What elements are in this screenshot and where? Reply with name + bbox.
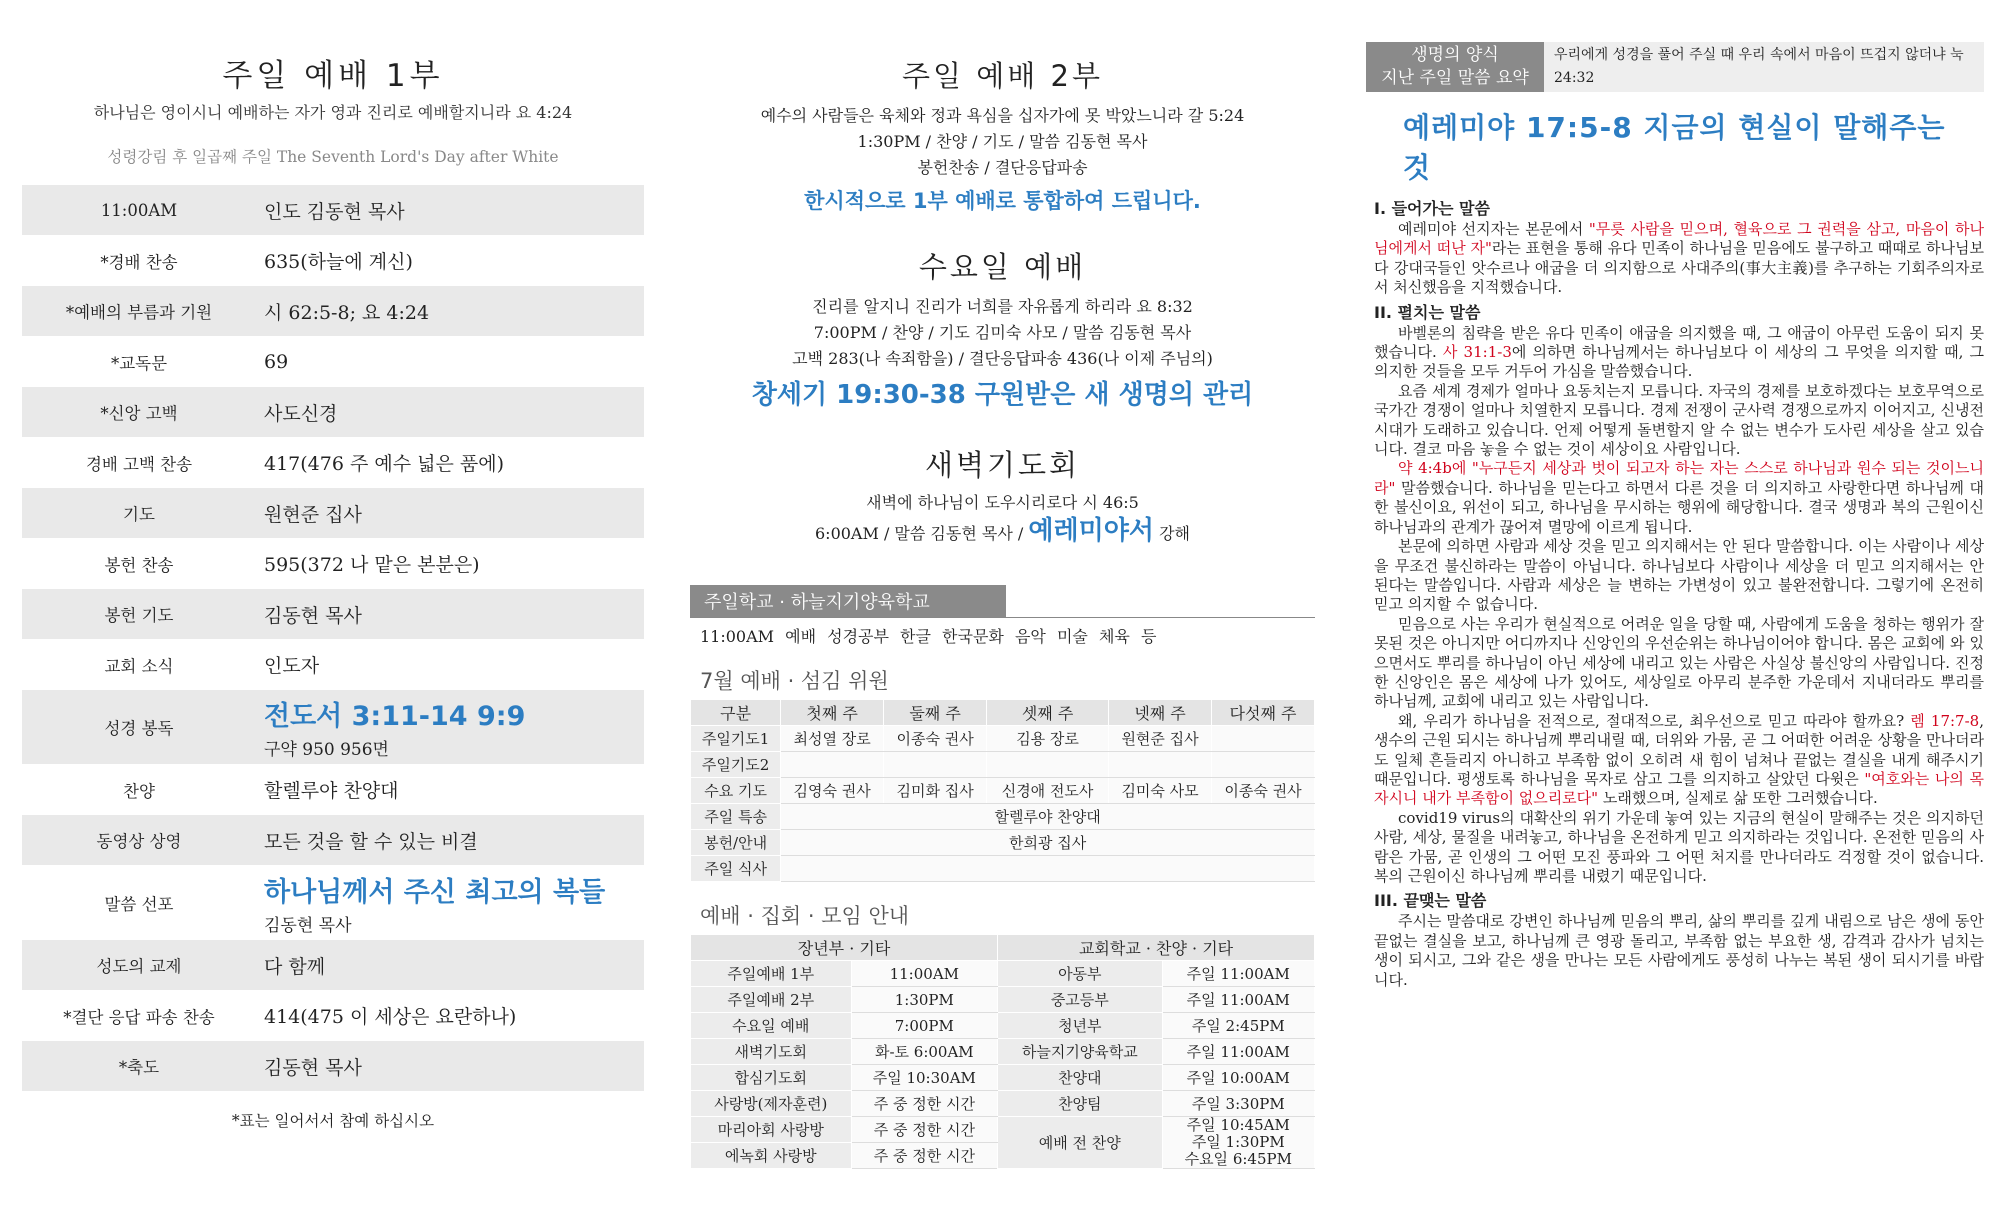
worship2-verse: 예수의 사람들은 육체와 정과 욕심을 십자가에 못 박았느니라 갈 5:24: [760, 106, 1245, 125]
meeting-time: 수요일 6:45PM: [1184, 1150, 1292, 1168]
meeting-times-stack: [1162, 1117, 1314, 1169]
meeting-name: 주일예배 1부: [691, 961, 852, 987]
sermon-paragraph: [1366, 459, 1984, 537]
order-value-sub: 김동현 목사: [264, 915, 352, 936]
order-label: 기도: [123, 505, 155, 524]
order-label: 말씀 선포: [104, 894, 174, 914]
sermon-title: 예레미야 17:5-8 지금의 현실이 말해주는 것: [1403, 111, 1946, 184]
order-value: 사도신경: [264, 402, 338, 425]
duty-row-label: 수요 기도: [691, 778, 781, 804]
order-label: *결단 응답 파송 찬송: [63, 1007, 215, 1027]
text-run: 말씀했습니다. 하나님을 믿는다고 하면서 다른 것을 더 의지하고 사랑한다면 하나님께 대한 불신이요, 위선이 되고, 하나님을 무시하는 행위에 해당합니다. 결국 생명과 복의 근원이신 하나님과의 관계가 끊어져 멸망에 이르게 됩니다.: [1374, 478, 1984, 536]
order-value: [256, 870, 644, 936]
order-value: 69: [264, 350, 289, 373]
meeting-name: 주일예배 2부: [691, 987, 852, 1013]
sermon-paragraph: [1366, 324, 1984, 382]
duty-cell: [1109, 752, 1212, 778]
sermon-paragraph: [1366, 220, 1984, 298]
meeting-time: 주 중 정한 시간: [851, 1117, 998, 1143]
order-value: 김동현 목사: [264, 604, 362, 627]
wednesday-title: 수요일 예배: [918, 250, 1087, 284]
wednesday-verse: 진리를 알지니 진리가 너희를 자유롭게 하리라 요 8:32: [812, 297, 1193, 316]
text-run: 에 의하면 하나님께서는 하나님보다 이 세상의 그 무엇을 의지할 때, 그 의지한 것들을 모두 거두어 가심을 말씀했습니다.: [1374, 343, 1985, 381]
meetings-title: 예배 · 집회 · 모임 안내: [700, 904, 910, 928]
meeting-time: 주일 2:45PM: [1162, 1013, 1314, 1039]
meeting-time: 주일 11:00AM: [1162, 987, 1314, 1013]
meeting-name: 새벽기도회: [691, 1039, 852, 1065]
sermon-heading-1: I. 들어가는 말씀: [1374, 199, 1490, 218]
order-row: [22, 236, 644, 286]
duty-cell: 원현준 집사: [1109, 726, 1212, 752]
duty-row: [691, 830, 1315, 856]
order-value: 인도 김동현 목사: [264, 200, 405, 223]
duty-cell: 이종숙 권사: [884, 726, 987, 752]
worship-info-column: [690, 54, 1315, 1169]
sermon-label-box: [1366, 42, 1544, 92]
sermon-label-line1: 생명의 양식: [1411, 45, 1499, 65]
order-label: 찬양: [123, 781, 155, 801]
sermon-paragraph: 본문에 의하면 사람과 세상 것을 믿고 의지해서는 안 된다 말씀합니다. 이는 사람이나 세상을 무조건 불신하라는 말씀이 아닙니다. 하나님보다 사람이나 세상을 더 믿고 의지해서는 안 된다는 말씀입니다. 사람과 세상은 늘 변하는 가변성이 있고 불완전합니다. 그렇기에 온전히 믿고 의지할 수 없습니다.: [1374, 537, 1984, 614]
order-row: [22, 991, 644, 1041]
duty-cell: 김영숙 권사: [781, 778, 884, 804]
order-row: [22, 438, 644, 488]
order-value-highlight: 하나님께서 주신 최고의 복들: [264, 876, 606, 908]
order-row: [22, 286, 644, 336]
worship2-line1: 1:30PM / 찬양 / 기도 / 말씀 김동현 목사: [857, 132, 1148, 151]
order-label: 11:00AM: [100, 200, 178, 220]
meeting-name: 아동부: [998, 961, 1162, 987]
sermon-paragraph: 주시는 말씀대로 강변인 하나님께 믿음의 뿌리, 삶의 뿌리를 깊게 내림으로 남은 생에 동안 끝없는 결실을 보고, 하나님께 큰 영광 돌리고, 부족함 없는 부요한 생, 감격과 감사가 넘치는 생이 되시고, 그와 같은 생을 만나는 모든 사람에게도 풍성히 나누는 복된 생이 되시기를 바랍니다.: [1374, 912, 1984, 989]
duty-cell: [884, 752, 987, 778]
meeting-name: 사랑방(제자훈련): [691, 1091, 852, 1117]
duty-cell: [1212, 752, 1315, 778]
order-value: [256, 694, 644, 760]
meetings-row: [691, 1091, 1315, 1117]
meeting-time: 11:00AM: [851, 961, 998, 987]
order-value-sub: 구약 950 956면: [264, 740, 389, 760]
order-row: [22, 539, 644, 589]
meeting-time: 주일 3:30PM: [1162, 1091, 1314, 1117]
order-row: [22, 337, 644, 387]
duty-cell: 김용 장로: [987, 726, 1109, 752]
order-value: 할렐루야 찬양대: [264, 780, 399, 802]
meeting-time: 주일 1:30PM: [1191, 1133, 1285, 1151]
duty-header-row: [691, 700, 1315, 726]
worship2-title: 주일 예배 2부: [902, 59, 1103, 93]
school-section: [690, 585, 1315, 647]
meeting-time: 주일 11:00AM: [1162, 1039, 1314, 1065]
meetings-row: [691, 1065, 1315, 1091]
order-value: 635(하늘에 계신): [264, 251, 413, 273]
meeting-name: 합심기도회: [691, 1065, 852, 1091]
duty-cell: 김미화 집사: [884, 778, 987, 804]
meeting-name: 하늘지기양육학교: [998, 1039, 1162, 1065]
duty-title: 7월 예배 · 섬김 위원: [700, 669, 889, 693]
duty-cell: [781, 752, 884, 778]
wednesday-sermon: 창세기 19:30-38 구원받은 새 생명의 관리: [751, 380, 1254, 410]
sermon-reference: 우리에게 성경을 풀어 주실 때 우리 속에서 마음이 뜨겁지 않더냐 눅 24:32: [1544, 42, 1984, 92]
meetings-head-left: 장년부 · 기타: [691, 935, 998, 961]
order-row: [22, 765, 644, 815]
duty-cell: 최성열 장로: [781, 726, 884, 752]
worship1-season: 성령강림 후 일곱째 주일 The Seventh Lord's Day after White: [107, 148, 559, 166]
wednesday-line1: 7:00PM / 찬양 / 기도 김미숙 사모 / 말씀 김동현 목사: [813, 323, 1192, 342]
meeting-name: 에녹회 사랑방: [691, 1143, 852, 1169]
order-label: 봉헌 기도: [104, 606, 174, 625]
meeting-name: 찬양대: [998, 1065, 1162, 1091]
order-row: [22, 488, 644, 538]
order-value: 다 함께: [264, 955, 326, 978]
duty-row: [691, 752, 1315, 778]
order-label: 경배 고백 찬송: [85, 454, 193, 474]
order-row: [22, 640, 644, 690]
meeting-time: 화-토 6:00AM: [851, 1039, 998, 1065]
meetings-header-row: [691, 935, 1315, 961]
dawn-line-suffix: 강해: [1159, 524, 1190, 543]
meeting-name: 청년부: [998, 1013, 1162, 1039]
order-of-worship: [22, 185, 644, 1091]
meetings-row: [691, 1117, 1315, 1143]
order-value: 595(372 나 맡은 본분은): [264, 554, 480, 576]
duty-cell: 김미숙 사모: [1109, 778, 1212, 804]
order-label: *축도: [118, 1058, 160, 1077]
meeting-time: 7:00PM: [851, 1013, 998, 1039]
text-run: , 생수의 근원 되시는 하나님께 뿌리내릴 때, 더위와 가뭄, 곧 그 어떠한 어려운 상황을 만나더라도 일체 흔들리지 아니하고 부족함 없이 오히려 새 힘이 넘쳐나 끝없는 결실을 내게 해주시기 때문입니다. 평생토록 하나님을 목자로 삼고 그를 의지하고 살았던 다윗은: [1374, 711, 1984, 788]
duty-header-cell: 넷째 주: [1109, 700, 1212, 726]
order-label: *경배 찬송: [100, 252, 178, 272]
order-row: [22, 387, 644, 437]
dawn-line-prefix: 6:00AM / 말씀 김동현 목사 /: [815, 524, 1024, 543]
order-value: 김동현 목사: [264, 1056, 362, 1079]
duty-row: [691, 856, 1315, 882]
sermon-heading-3: III. 끝맺는 말씀: [1374, 891, 1487, 911]
sermon-paragraph: 믿음으로 사는 우리가 현실적으로 어려운 일을 당할 때, 사람에게 도움을 청하는 행위가 잘못된 것은 아니지만 어디까지나 신앙인의 우선순위는 하나님이어야 합니다. 몸은 교회에 와 있으면서도 뿌리를 하나님이 아닌 세상에 내리고 있는 사람은 사실상 불신앙의 사람입니다. 진정한 신앙인은 몸은 세상에 나가 있어도, 세상일로 아무리 분주한 가운데서 지내더라도 뿌리를 하나님께, 교회에 내리고 있는 사람입니다.: [1374, 614, 1984, 711]
scripture-quote: "무릇 사람을 믿으며, 혈육으로 그 권력을 삼고, 마음이 하나님에게서 떠난 자": [1374, 220, 1984, 258]
order-label: *신앙 고백: [100, 404, 178, 423]
text-run: 예레미야 선지자는 본문에서: [1398, 220, 1589, 238]
scripture-reference: 사 31:1-3: [1442, 343, 1512, 362]
duty-header-cell: 다섯째 주: [1212, 700, 1315, 726]
order-label: 봉헌 찬송: [104, 555, 174, 575]
duty-row: [691, 726, 1315, 752]
duty-header-cell: 셋째 주: [987, 700, 1109, 726]
dawn-title: 새벽기도회: [924, 448, 1081, 482]
meeting-name: 중고등부: [998, 987, 1162, 1013]
duty-span-cell: 할렐루야 찬양대: [781, 804, 1315, 830]
sermon-paragraph: covid19 virus의 대확산의 위기 가운데 놓여 있는 지금의 현실이 말해주는 것은 의지하던 사람, 세상, 물질을 내려놓고, 하나님을 온전하게 믿고 의지하라는 것입니다. 온전한 믿음의 사람은 가뭄, 곧 인생의 그 어떤 모진 풍파와 그 어떤 처지를 만나더라도 걱정할 것이 없습니다. 복의 근원이신 하나님께 뿌리를 내렸기 때문입니다.: [1374, 808, 1984, 885]
standing-footnote: *표는 일어서서 참예 하십시오: [231, 1112, 435, 1130]
duty-header-cell: 둘째 주: [884, 700, 987, 726]
duty-cell: 이종숙 권사: [1212, 778, 1315, 804]
duty-cell: 신경애 전도사: [987, 778, 1109, 804]
order-row: [22, 815, 644, 865]
meeting-name: 마리아회 사랑방: [691, 1117, 852, 1143]
duty-span-cell: 한희광 집사: [781, 830, 1315, 856]
duty-row: [691, 778, 1315, 804]
dawn-verse: 새벽에 하나님이 도우시리로다 시 46:5: [866, 493, 1139, 512]
school-items: 11:00AM 예배 성경공부 한글 한국문화 음악 미술 체육 등: [700, 627, 1157, 646]
meetings-row: [691, 987, 1315, 1013]
worship2-line2: 봉헌찬송 / 결단응답파송: [917, 158, 1088, 177]
duty-row-label: 주일 식사: [691, 856, 781, 882]
sermon-label-line2: 지난 주일 말씀 요약: [1381, 68, 1529, 88]
order-value: 414(475 이 세상은 요란하나): [264, 1006, 517, 1028]
wednesday-line2: 고백 283(나 속죄함을) / 결단응답파송 436(나 이제 주님의): [792, 349, 1213, 368]
duty-row-label: 주일기도1: [691, 726, 781, 752]
scripture-reference: 렘 17:7-8: [1910, 711, 1980, 730]
scripture-quote: 약 4:4b에 "누구든지 세상과 벗이 되고자 하는 자는 스스로 하나님과 원수 되는 것이느니라": [1374, 459, 1984, 497]
duty-cell: [1212, 726, 1315, 752]
order-label: *교독문: [110, 353, 168, 373]
text-run: 왜, 우리가 하나님을 전적으로, 절대적으로, 최우선으로 믿고 따라야 할까요?: [1398, 711, 1911, 730]
duty-row-label: 주일 특송: [691, 804, 781, 830]
meeting-time: 주 중 정한 시간: [851, 1143, 998, 1169]
worship1-title: 주일 예배 1부: [222, 58, 444, 94]
order-label: 성경 봉독: [104, 719, 174, 738]
text-run: 바벨론의 침략을 받은 유다 민족이 애굽을 의지했을 때, 그 애굽이 아무런 도움이 되지 못했습니다.: [1374, 323, 1984, 362]
meetings-row: [691, 961, 1315, 987]
meeting-time: 주일 10:45AM: [1186, 1116, 1290, 1134]
duty-header-cell: 첫째 주: [781, 700, 884, 726]
worship1-section: [22, 50, 644, 1131]
duty-header-cell: 구분: [691, 700, 781, 726]
sermon-paragraph: 요즘 세계 경제가 얼마나 요동치는지 모릅니다. 자국의 경제를 보호하겠다는 보호무역으로 국가간 경쟁이 얼마나 치열한지 모릅니다. 경제 전쟁이 군사력 경쟁으로까지 이어지고, 신냉전시대가 도래하고 있습니다. 언제 어떻게 돌변할지 알 수 없는 변수가 도사린 세상을 살고 있습니다. 결코 마음 놓을 수 없는 것이 세상이요 사람입니다.: [1374, 381, 1984, 459]
school-divider: [690, 617, 1315, 618]
meetings-row: [691, 1013, 1315, 1039]
duty-row-label: 주일기도2: [691, 752, 781, 778]
order-value: 원현준 집사: [264, 503, 362, 526]
worship1-verse: 하나님은 영이시니 예배하는 자가 영과 진리로 예배할지니라 요 4:24: [93, 103, 573, 122]
order-row: [22, 940, 644, 990]
meetings-row: [691, 1039, 1315, 1065]
duty-cell: [987, 752, 1109, 778]
order-label: 동영상 상영: [96, 832, 182, 851]
order-row: [22, 690, 644, 764]
text-run: 노래했으며, 실제로 삶 또한 그러했습니다.: [1598, 789, 1878, 808]
meeting-time: 주일 11:00AM: [1162, 961, 1314, 987]
order-value: 인도자: [264, 655, 320, 677]
text-run: 라는 표현을 통해 유다 민족이 하나님을 믿음에도 불구하고 때때로 하나님보다 강대국들인 앗수르나 애굽을 더 의지함으로 사대주의(事大主義)를 추구하는 기회주의자로서 처신했음을 지적했습니다.: [1374, 239, 1984, 297]
sermon-header: [1366, 42, 1984, 92]
sermon-summary-column: [1366, 42, 1984, 990]
order-value-highlight: 전도서 3:11-14 9:9: [264, 701, 526, 732]
duty-row: [691, 804, 1315, 830]
duty-span-cell: [781, 856, 1315, 882]
meeting-time: 주일 10:00AM: [1162, 1065, 1314, 1091]
order-label: 교회 소식: [104, 656, 174, 676]
order-row: [22, 866, 644, 940]
duty-row-label: 봉헌/안내: [691, 830, 781, 856]
sermon-heading-2: II. 펼치는 말씀: [1374, 302, 1481, 322]
meeting-name: 수요일 예배: [691, 1013, 852, 1039]
duty-table: [690, 699, 1315, 882]
meeting-time: 주 중 정한 시간: [851, 1091, 998, 1117]
order-row: [22, 589, 644, 639]
dawn-line: [690, 518, 1315, 547]
worship2-notice: 한시적으로 1부 예배로 통합하여 드립니다.: [804, 189, 1201, 213]
order-value: 모든 것을 할 수 있는 비결: [264, 830, 478, 853]
dawn-book: 예레미야서: [1028, 516, 1154, 546]
meeting-name: 찬양팀: [998, 1091, 1162, 1117]
order-value: 시 62:5-8; 요 4:24: [264, 301, 430, 324]
scripture-quote: "여호와는 나의 목자시니 내가 부족함이 없으리로다": [1374, 769, 1984, 808]
meeting-name: 예배 전 찬양: [998, 1117, 1162, 1169]
order-label: 성도의 교제: [96, 957, 182, 976]
order-row: [22, 185, 644, 235]
meetings-head-right: 교회학교 · 찬양 · 기타: [998, 935, 1315, 961]
order-row: [22, 1041, 644, 1091]
order-value: 417(476 주 예수 넓은 품에): [264, 453, 504, 475]
meeting-time: 1:30PM: [851, 987, 998, 1013]
sermon-paragraph: [1366, 712, 1984, 809]
meetings-table: [690, 934, 1315, 1169]
school-bar: 주일학교 · 하늘지기양육학교: [690, 585, 1006, 617]
order-label: *예배의 부름과 기원: [65, 303, 213, 322]
meeting-time: 주일 10:30AM: [851, 1065, 998, 1091]
